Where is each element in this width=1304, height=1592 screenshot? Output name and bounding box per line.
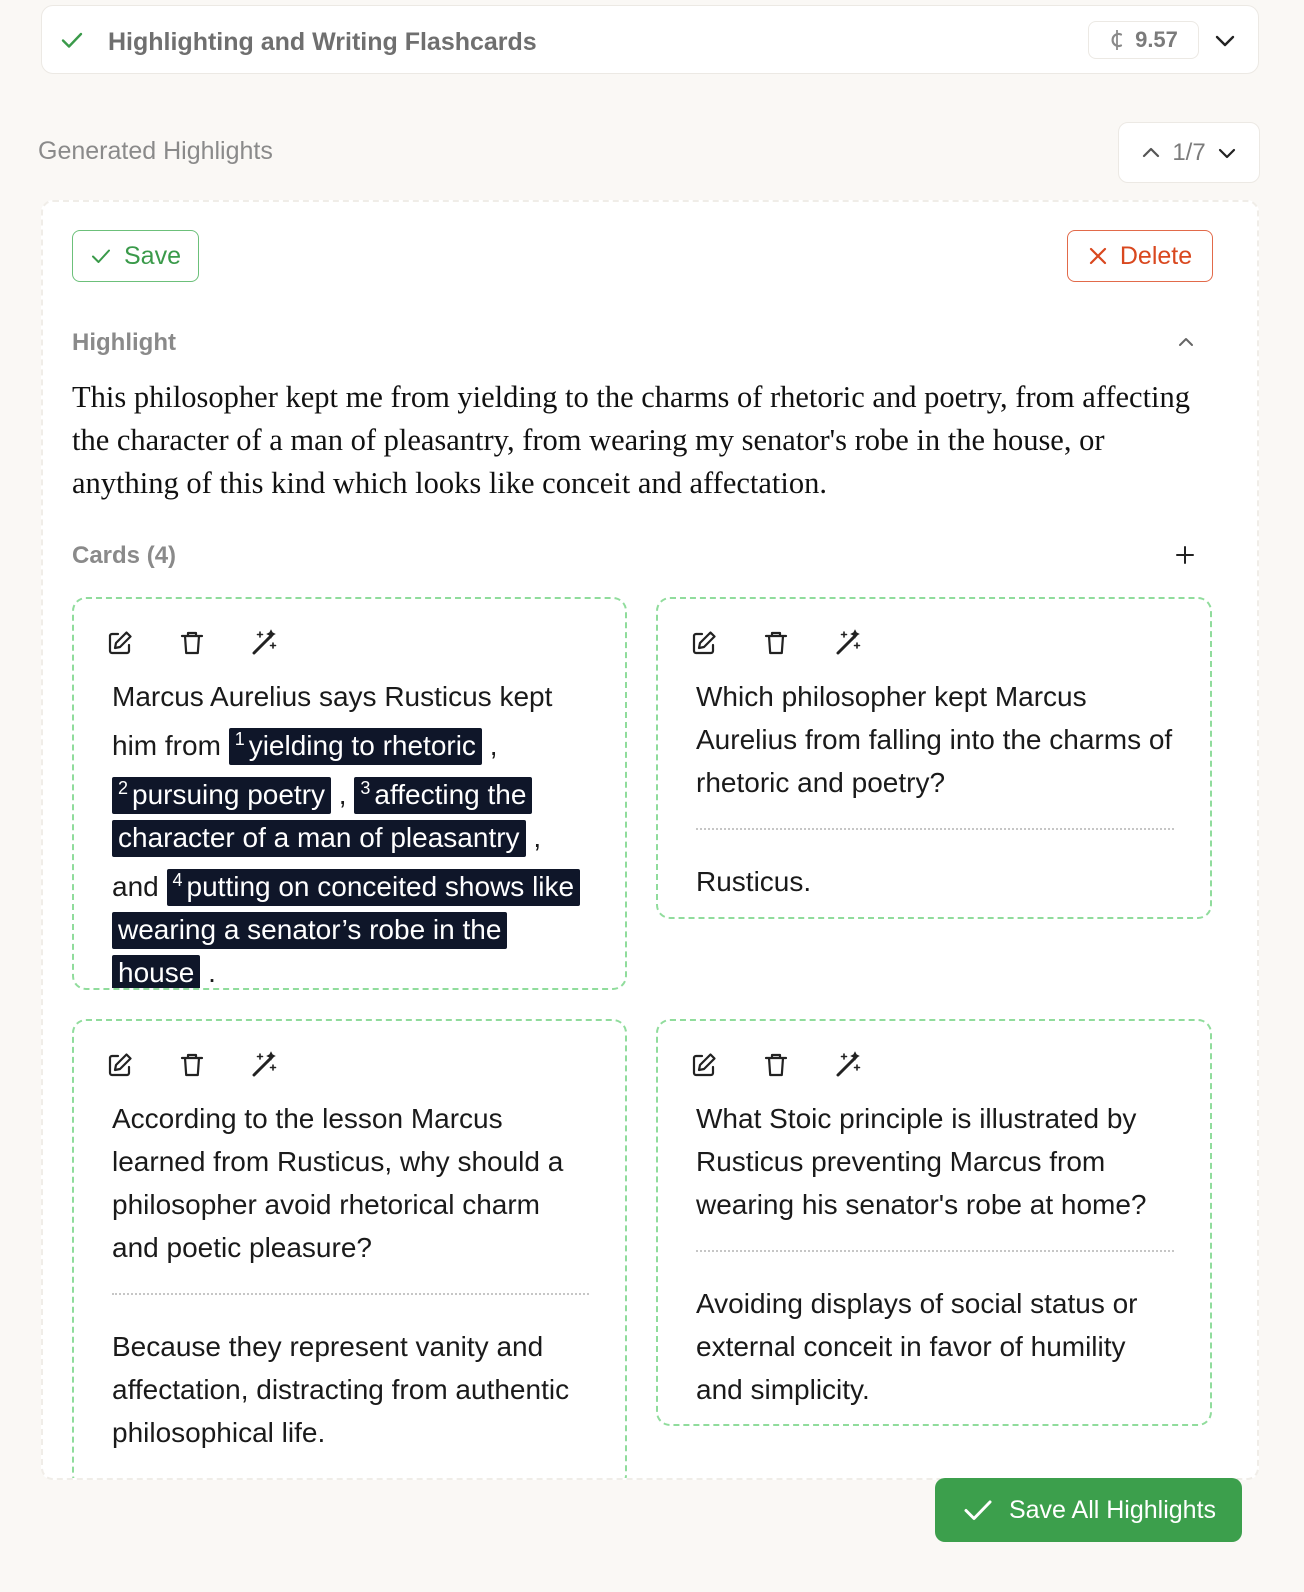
chevron-up-icon[interactable] <box>1140 142 1162 164</box>
close-icon <box>1088 246 1108 266</box>
trash-icon[interactable] <box>762 629 790 657</box>
card-question: What Stoic principle is illustrated by Rusticus preventing Marcus from wearing his senator's robe at home? <box>696 1103 1147 1220</box>
cloze-text: Marcus Aurelius says Rusticus kept him from $^1$ yielding to rhetoric , $^2$ pursuing poetry , $^3$ affecting the character of a man of pleasantry , and $^4$ putting on conceited shows like wearing a senator’s robe in the house . <box>112 675 589 990</box>
highlight-panel <box>41 200 1259 1480</box>
card-answer: Because they represent vanity and affectation, distracting from authentic philosophical life. <box>112 1331 570 1448</box>
magic-wand-icon[interactable] <box>834 629 862 657</box>
cloze-deletion[interactable]: $^3$ affecting the character of a man of pleasantry <box>112 777 532 857</box>
card-answer: Rusticus. <box>696 866 812 897</box>
card-divider <box>112 1293 589 1295</box>
check-icon <box>60 28 84 52</box>
cloze-deletion[interactable]: $^1$ yielding to rhetoric <box>229 728 482 765</box>
delete-label: Delete <box>1119 241 1193 270</box>
delete-button[interactable] <box>1067 230 1213 282</box>
lesson-title: Highlighting and Writing Flashcards <box>108 28 537 56</box>
score-badge <box>1088 21 1199 59</box>
flashcard-qa <box>656 1019 1212 1426</box>
save-all-label: Save All Highlights <box>1008 1495 1217 1524</box>
magic-wand-icon[interactable] <box>250 629 278 657</box>
chevron-down-icon[interactable] <box>1216 142 1238 164</box>
edit-icon[interactable] <box>106 1051 134 1079</box>
section-label: Generated Highlights <box>38 137 273 165</box>
card-answer: Avoiding displays of social status or external conceit in favor of humility and simplicity. <box>696 1288 1138 1405</box>
edit-icon[interactable] <box>106 629 134 657</box>
trash-icon[interactable] <box>762 1051 790 1079</box>
chevron-up-icon[interactable] <box>1174 330 1198 354</box>
score-value: 9.57 <box>1135 27 1178 52</box>
cloze-deletion[interactable]: $^2$ pursuing poetry <box>112 777 331 814</box>
chevron-down-icon[interactable] <box>1212 28 1238 54</box>
edit-icon[interactable] <box>690 1051 718 1079</box>
magic-wand-icon[interactable] <box>250 1051 278 1079</box>
pager-count: 1/7 <box>1172 138 1206 166</box>
trash-icon[interactable] <box>178 1051 206 1079</box>
magic-wand-icon[interactable] <box>834 1051 862 1079</box>
flashcard-qa <box>656 597 1212 919</box>
trash-icon[interactable] <box>178 629 206 657</box>
card-divider <box>696 1250 1174 1252</box>
edit-icon[interactable] <box>690 629 718 657</box>
save-button[interactable] <box>72 230 199 282</box>
check-icon <box>90 245 112 267</box>
cards-heading: Cards (4) <box>72 542 177 569</box>
highlight-text: This philosopher kept me from yielding to the charms of rhetoric and poetry, from affecting the character of a man of pleasantry, from wearing my senator's robe in the house, or anything of this kind which looks like conceit and affectation. <box>72 380 1191 500</box>
card-divider <box>696 828 1174 830</box>
highlight-heading: Highlight <box>72 329 176 356</box>
flashcard-cloze <box>72 597 627 990</box>
cloze-deletion[interactable]: $^4$ putting on conceited shows like wearing a senator’s robe in the house <box>112 869 580 990</box>
coin-icon <box>1109 29 1125 51</box>
highlight-pager <box>1118 122 1260 183</box>
card-question: Which philosopher kept Marcus Aurelius from falling into the charms of rhetoric and poetry? <box>696 681 1173 798</box>
flashcard-qa <box>72 1019 627 1480</box>
save-label: Save <box>124 241 181 270</box>
lesson-header[interactable] <box>41 5 1259 74</box>
save-all-highlights-button[interactable] <box>935 1478 1242 1542</box>
card-question: According to the lesson Marcus learned from Rusticus, why should a philosopher avoid rhetorical charm and poetic pleasure? <box>112 1103 564 1263</box>
add-card-icon[interactable] <box>1172 542 1198 568</box>
check-icon <box>961 1493 995 1527</box>
